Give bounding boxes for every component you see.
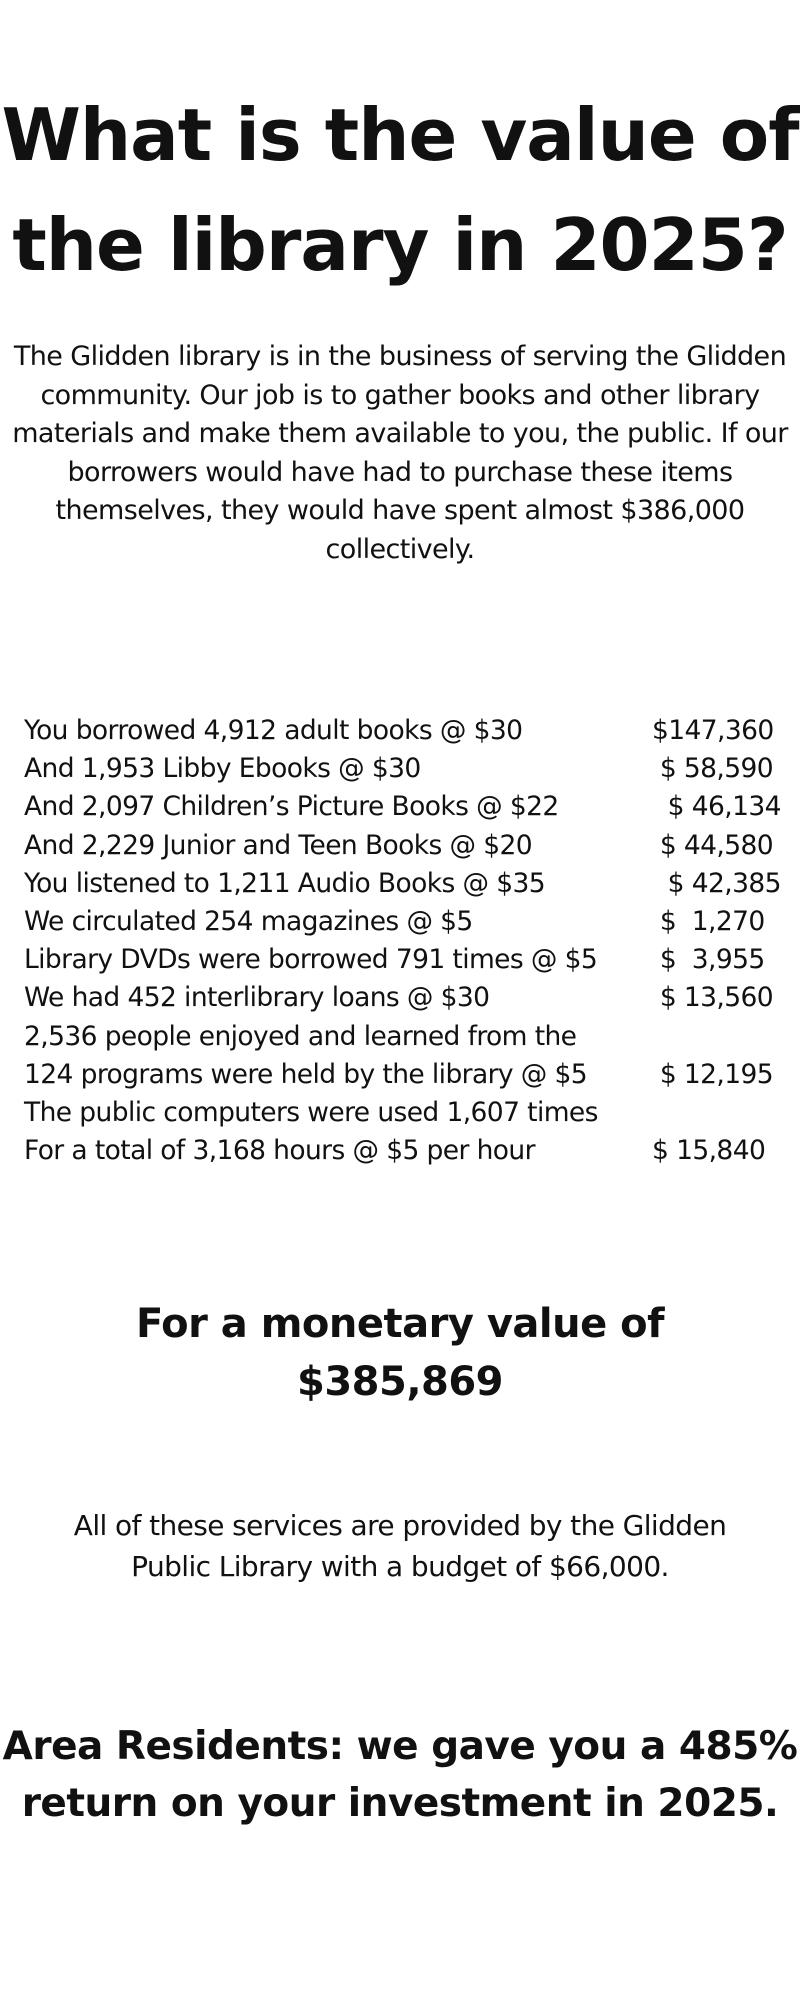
summary-label: For a monetary value of: [135, 1301, 665, 1347]
ledger-amount: $ 46,134: [652, 791, 781, 823]
budget-line: Public Library with a budget of $66,000.: [131, 1550, 669, 1583]
intro-line: materials and make them available to you, the public. If our: [12, 418, 788, 449]
ledger-description: And 2,097 Children’s Picture Books @ $22: [24, 791, 559, 823]
monetary-value-summary: [0, 1295, 800, 1411]
page-title: [0, 80, 800, 300]
ledger-description: And 1,953 Libby Ebooks @ $30: [24, 753, 421, 785]
ledger-description: And 2,229 Junior and Teen Books @ $20: [24, 829, 533, 861]
ledger-description: We circulated 254 magazines @ $5: [24, 905, 473, 937]
ledger-amount: $ 15,840: [652, 1135, 766, 1167]
ledger-row-junior-teen-books: [24, 827, 784, 865]
ledger-row-adult-books: [24, 712, 784, 750]
ledger-row-libby-ebooks: [24, 750, 784, 788]
value-ledger: [24, 712, 784, 1170]
ledger-amount: $147,360: [652, 715, 774, 746]
ledger-row-computer-sessions: [24, 1094, 784, 1132]
ledger-description: For a total of 3,168 hours @ $5 per hour: [24, 1135, 535, 1167]
summary-total: $385,869: [296, 1359, 504, 1405]
ledger-description: The public computers were used 1,607 times: [24, 1096, 598, 1128]
roi-line: return on your investment in 2025.: [21, 1781, 779, 1826]
roi-line: Area Residents: we gave you a 485%: [2, 1724, 798, 1769]
ledger-description: You listened to 1,211 Audio Books @ $35: [24, 867, 546, 899]
ledger-amount: $ 13,560: [652, 982, 774, 1014]
intro-paragraph: [0, 338, 800, 569]
intro-line: themselves, they would have spent almost $386,000: [55, 495, 745, 526]
ledger-row-interlibrary-loans: [24, 979, 784, 1017]
ledger-row-computer-hours: [24, 1132, 784, 1170]
ledger-row-audio-books: [24, 865, 784, 903]
ledger-amount: $ 42,385: [652, 867, 781, 899]
ledger-amount: $ 1,270: [652, 905, 765, 937]
intro-line: community. Our job is to gather books and other library: [40, 379, 760, 411]
ledger-amount: $ 3,955: [652, 944, 765, 976]
intro-line: The Glidden library is in the business of serving the Glidden: [13, 341, 787, 372]
return-on-investment-statement: [0, 1718, 800, 1832]
intro-line: collectively.: [325, 533, 475, 565]
ledger-description: Library DVDs were borrowed 791 times @ $5: [24, 944, 598, 976]
title-line-2: the library in 2025?: [12, 203, 788, 287]
title-line-1: What is the value of: [1, 93, 799, 177]
ledger-description: 124 programs were held by the library @ $5: [24, 1058, 588, 1090]
ledger-description: We had 452 interlibrary loans @ $30: [24, 982, 490, 1014]
ledger-row-program-attendance: [24, 1018, 784, 1056]
intro-line: borrowers would have had to purchase these items: [67, 456, 733, 488]
ledger-amount: $ 12,195: [652, 1058, 774, 1090]
ledger-amount: $ 58,590: [652, 753, 774, 785]
budget-statement: [0, 1505, 800, 1587]
ledger-row-picture-books: [24, 788, 784, 826]
ledger-row-programs: [24, 1056, 784, 1094]
ledger-row-dvds: [24, 941, 784, 979]
ledger-amount: $ 44,580: [652, 829, 774, 861]
ledger-description: You borrowed 4,912 adult books @ $30: [24, 715, 523, 746]
ledger-description: 2,536 people enjoyed and learned from the: [24, 1020, 577, 1052]
ledger-row-magazines: [24, 903, 784, 941]
budget-line: All of these services are provided by the Glidden: [73, 1509, 727, 1542]
